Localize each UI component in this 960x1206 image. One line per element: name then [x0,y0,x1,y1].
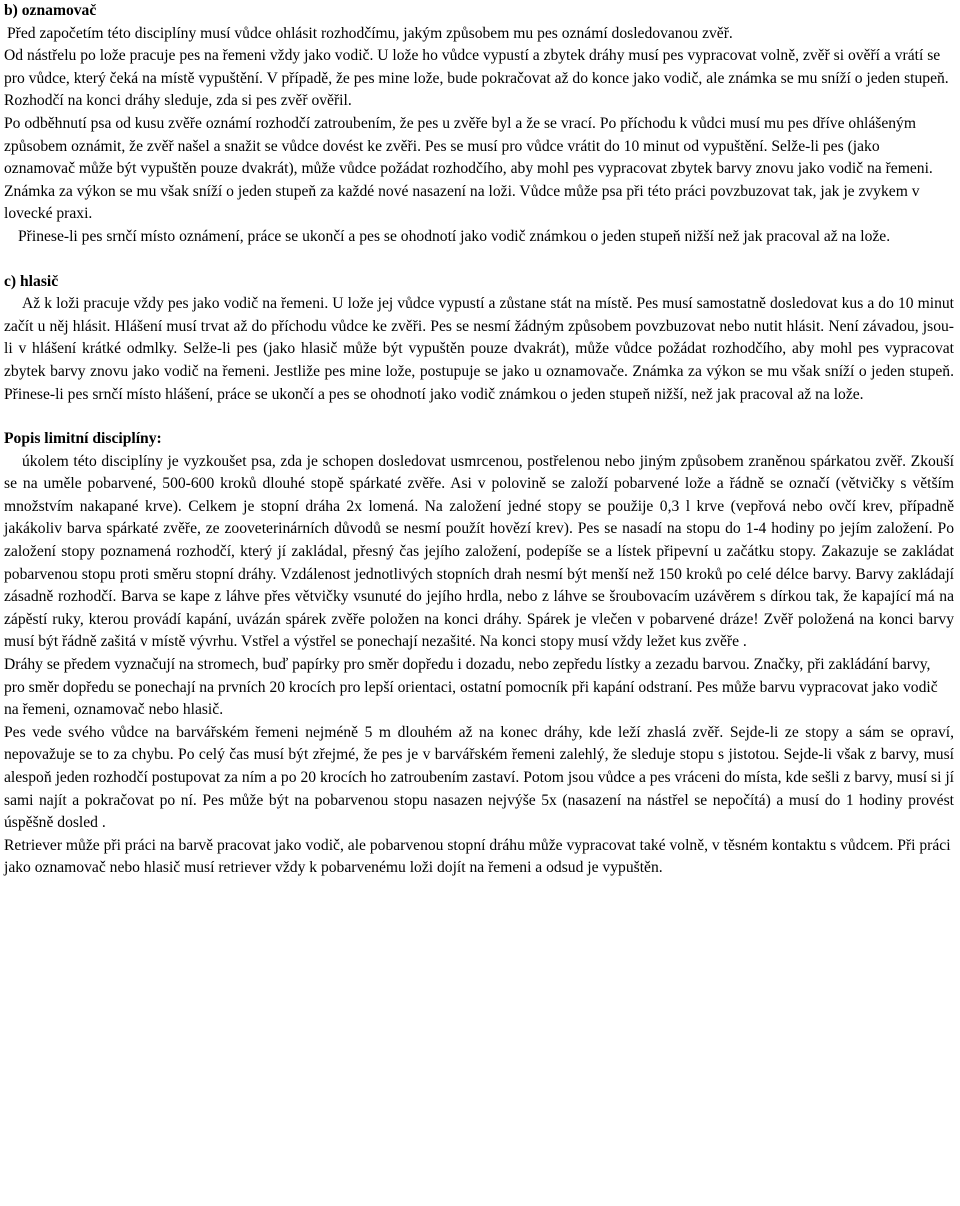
paragraph: Retriever může při práci na barvě pracovat jako vodič, ale pobarvenou stopní dráhu může vypracovat také volně, v těsném kontaktu s vůdcem. Při práci jako oznamovač nebo hlasič musí retriever vždy k pobarvenému loži dojít na řemeni a odsud je vypuštěn. [4,836,951,877]
document-page [4,0,954,880]
section-heading-oznamovac: b) oznamovač [4,2,97,19]
paragraph: Po odběhnutí psa od kusu zvěře oznámí rozhodčí zatroubením, že pes u zvěře byl a že se vrací. Po příchodu k vůdci musí mu pes dříve ohlášeným způsobem oznámit, že zvěř našel a snažit se vůdce dovést ke zvěři. Pes se musí pro vůdce vrátit do 10 minut od vypuštění. Selže-li pes (jako oznamovač může být vypuštěn pouze dvakrát), může vůdce požádat rozhodčího, aby mohl pes vypracovat zbytek barvy znovu jako vodič na řemeni. Známka za výkon se mu však sníží o jeden stupeň za každé nové nasazení na loži. Vůdce může psa při této práci povzbuzovat tak, jak je zvykem v lovecké praxi. [4,114,933,223]
section-heading-hlasic: c) hlasič [4,272,59,290]
section-heading-limitni-disciplina: Popis limitní disciplíny: [4,430,162,448]
paragraph: Až k loži pracuje vždy pes jako vodič na řemeni. U lože jej vůdce vypustí a zůstane stát na místě. Pes musí samostatně dosledovat kus a do 10 minut začít u něj hlásit. Hlášení musí trvat až do příchodu vůdce ke zvěři. Pes se nesmí žádným způsobem povzbuzovat nebo nutit hlásit. Není závadou, jsou-li v hlášení krátké odmlky. Selže-li pes (jako hlasič může být vypuštěn pouze dvakrát), může vůdce požádat rozhodčího, aby mohl pes vypracovat zbytek barvy znovu jako vodič na řemeni. Jestliže pes mine lože, postupuje se jako u oznamovače. Známka za výkon se mu však sníží o jeden stupeň. Přinese-li pes srnčí místo hlášení, práce se ukončí a pes se ohodnotí jako vodič známkou o jeden stupeň nižší, než jak pracoval až na lože. [4,295,954,403]
section-c [4,271,954,407]
section-limit [4,428,954,880]
paragraph: Před započetím této disciplíny musí vůdce ohlásit rozhodčímu, jakým způsobem mu pes oznámí dosledovanou zvěř. [7,24,733,42]
paragraph: Přinese-li pes srnčí místo oznámení, práce se ukončí a pes se ohodnotí jako vodič známkou o jeden stupeň nižší než jak pracoval až na lože. [18,227,891,245]
section-b [4,0,954,249]
paragraph: úkolem této disciplíny je vyzkoušet psa, zda je schopen dosledovat usmrcenou, postřelenou nebo jiným způsobem zraněnou spárkatou zvěř. Zkouší se na uměle pobarvené, 500-600 kroků dlouhé stopě spárkaté zvěře. Asi v polovině se založí pobarvené lože a řádně se označí (větvičky s větším množstvím nakapané krve). Celkem je stopní dráha 2x lomená. Na založení jedné stopy se použije 0,3 l krve (vepřová nebo ovčí krev, případně jakákoliv barva spárkaté zvěře, ze zooveterinárních důvodů se nesmí použít hovězí krev). Pes se nasadí na stopu do 1-4 hodiny po jejím založení. Po založení stopy poznamená rozhodčí, který jí zakládal, přesný čas jejího založení, podepíše se a lístek připevní u začátku stopy. Zakazuje se zakládat pobarvenou stopu proti směru stopní dráhy. Vzdálenost jednotlivých stopních drah nesmí být menší než 150 kroků po celé délce barvy. Barvy zakládají zásadně rozhodčí. Barva se kape z láhve přes větvičky vsunuté do jejího hrdla, nebo z láhve se šroubovacím uzávěrem s dírkou tak, že kapající má na zápěstí ruky, kterou provádí kapání, uvázán spárek zvěře položen na konci dráhy. Spárek je vlečen v pobarvené dráze! Zvěř položená na konci barvy musí být řádně zašitá v místě vývrhu. Vstřel a výstřel se ponechají nezašité. Na konci stopy musí vždy ležet kus zvěře . [4,452,954,651]
paragraph: Pes vede svého vůdce na barvářském řemeni nejméně 5 m dlouhém až na konec dráhy, kde leží zhaslá zvěř. Sejde-li ze stopy a sám se opraví, nepovažuje se to za chybu. Po celý čas musí být zřejmé, že pes je v barvářském řemeni zalehlý, že sleduje stopu s jistotou. Sejde-li však z barvy, musí alespoň jeden rozhodčí postupovat za ním a po 20 krocích ho zatroubením zastaví. Potom jsou vůdce a pes vráceni do místa, kde sešli z barvy, musí si jí sami najít a pokračovat po ní. Pes může být na pobarvenou stopu nasazen nejvýše 5x (nasazení na nástřel se nepočítá) a musí do 1 hodiny provést úspěšně dosled . [4,723,954,832]
paragraph: Dráhy se předem vyznačují na stromech, buď papírky pro směr dopředu i dozadu, nebo zepředu lístky a zezadu barvou. Značky, při zakládání barvy, pro směr dopředu se ponechají na prvních 20 krocích pro lepší orientaci, ostatní pomocník při kapání odstraní. Pes může barvu vypracovat jako vodič na řemeni, oznamovač nebo hlasič. [4,656,938,719]
paragraph: Od nástřelu po lože pracuje pes na řemeni vždy jako vodič. U lože ho vůdce vypustí a zbytek dráhy musí pes vypracovat volně, zvěř si ověří a vrátí se pro vůdce, který čeká na místě vypuštění. V případě, že pes mine lože, bude pokračovat až do konce jako vodič, ale známka se mu sníží o jeden stupeň. Rozhodčí na konci dráhy sleduje, zda si pes zvěř ověřil. [4,47,949,110]
